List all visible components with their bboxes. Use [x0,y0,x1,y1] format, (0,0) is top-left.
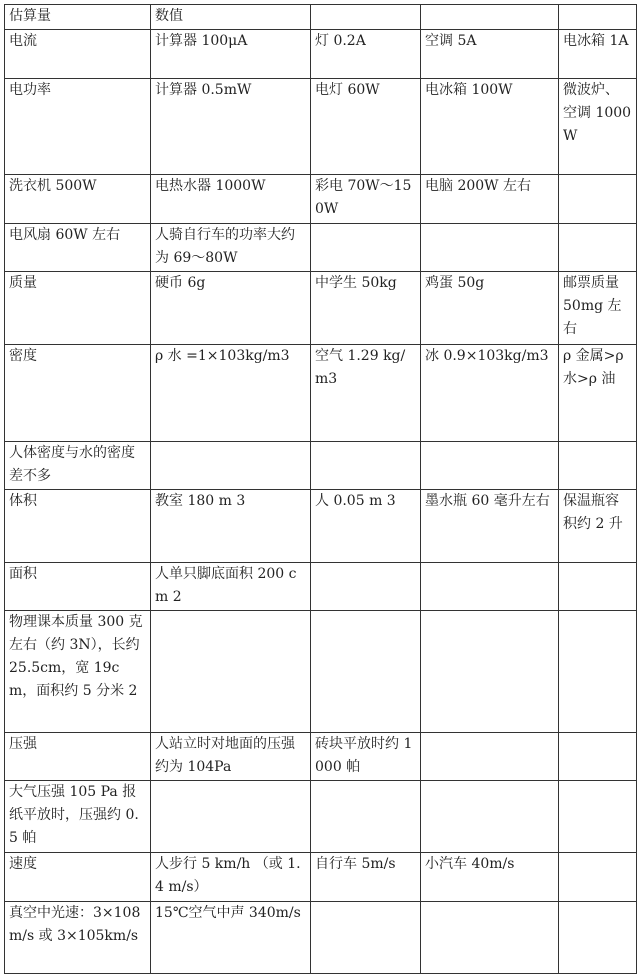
table-cell: 体积 [5,490,151,563]
table-cell [559,853,637,902]
table-cell: 空调 5A [421,30,559,79]
table-cell [559,442,637,490]
table-cell: 微波炉、空调 1000W [559,79,637,175]
table-row [5,442,637,490]
table-cell [311,442,421,490]
table-cell: 小汽车 40m/s [421,853,559,902]
table-row [5,611,637,733]
table-row [5,79,637,175]
table-cell [421,442,559,490]
table-cell [559,175,637,224]
table-cell: 压强 [5,733,151,781]
table-cell: 电冰箱 100W [421,79,559,175]
table-cell: 数值 [151,5,311,30]
table-cell: 中学生 50kg [311,272,421,345]
table-cell: 电灯 60W [311,79,421,175]
table-cell [559,224,637,272]
table-cell: 电流 [5,30,151,79]
table-cell [421,611,559,733]
table-cell [311,224,421,272]
table-cell: 鸡蛋 50g [421,272,559,345]
table-cell: 面积 [5,563,151,611]
table-cell: 邮票质量 50mg 左右 [559,272,637,345]
table-row [5,490,637,563]
table-cell [421,563,559,611]
table-row [5,733,637,781]
table-cell: 计算器 100μA [151,30,311,79]
table-cell: ρ 金属>ρ 水>ρ 油 [559,345,637,442]
table-cell [311,902,421,974]
table-cell: 人体密度与水的密度差不多 [5,442,151,490]
table-cell: 人单只脚底面积 200 cm 2 [151,563,311,611]
table-cell: 速度 [5,853,151,902]
table-cell: 洗衣机 500W [5,175,151,224]
table-cell: 人 0.05 m 3 [311,490,421,563]
table-cell: 砖块平放时约 1000 帕 [311,733,421,781]
table-cell [559,781,637,853]
table-row [5,272,637,345]
table-cell: 墨水瓶 60 毫升左右 [421,490,559,563]
table-cell: 灯 0.2A [311,30,421,79]
table-row [5,563,637,611]
table-cell [151,611,311,733]
table-row [5,224,637,272]
table-cell: 物理课本质量 300 克左右（约 3N），长约 25.5cm，宽 19cm，面积约 5 分米 2 [5,611,151,733]
table-cell [311,563,421,611]
table-cell [311,5,421,30]
table-cell [421,781,559,853]
table-cell [559,563,637,611]
table-cell [559,5,637,30]
table-cell: 保温瓶容积约 2 升 [559,490,637,563]
table-cell: 冰 0.9×103kg/m3 [421,345,559,442]
table-cell [311,611,421,733]
table-cell: 15℃空气中声 340m/s [151,902,311,974]
table-row [5,345,637,442]
table-cell: 估算量 [5,5,151,30]
table-cell: 电脑 200W 左右 [421,175,559,224]
table-cell: 计算器 0.5mW [151,79,311,175]
table-cell: 人站立时对地面的压强约为 104Pa [151,733,311,781]
table-cell [421,733,559,781]
table-row [5,175,637,224]
table-cell [151,781,311,853]
table-cell: ρ 水 =1×103kg/m3 [151,345,311,442]
table-cell [421,5,559,30]
table-cell: 硬币 6g [151,272,311,345]
table-cell: 教室 180 m 3 [151,490,311,563]
table-row [5,853,637,902]
table-cell: 质量 [5,272,151,345]
table-cell [421,902,559,974]
table-cell: 自行车 5m/s [311,853,421,902]
table-cell [151,442,311,490]
table-row [5,5,637,30]
table-cell [559,902,637,974]
table-cell [559,733,637,781]
table-cell [311,781,421,853]
table-cell [559,611,637,733]
estimates-table [4,4,637,974]
table-cell [421,224,559,272]
table-cell: 大气压强 105 Pa 报纸平放时，压强约 0.5 帕 [5,781,151,853]
table-cell: 人骑自行车的功率大约为 69～80W [151,224,311,272]
table-row [5,781,637,853]
table-cell: 电风扇 60W 左右 [5,224,151,272]
table-cell: 空气 1.29 kg/m3 [311,345,421,442]
table-cell: 电冰箱 1A [559,30,637,79]
table-cell: 电功率 [5,79,151,175]
table-cell: 人步行 5 km/h （或 1.4 m/s） [151,853,311,902]
table-row [5,30,637,79]
table-cell: 真空中光速：3×108 m/s 或 3×105km/s [5,902,151,974]
table-cell: 彩电 70W～150W [311,175,421,224]
table-cell: 电热水器 1000W [151,175,311,224]
table-cell: 密度 [5,345,151,442]
table-row [5,902,637,974]
